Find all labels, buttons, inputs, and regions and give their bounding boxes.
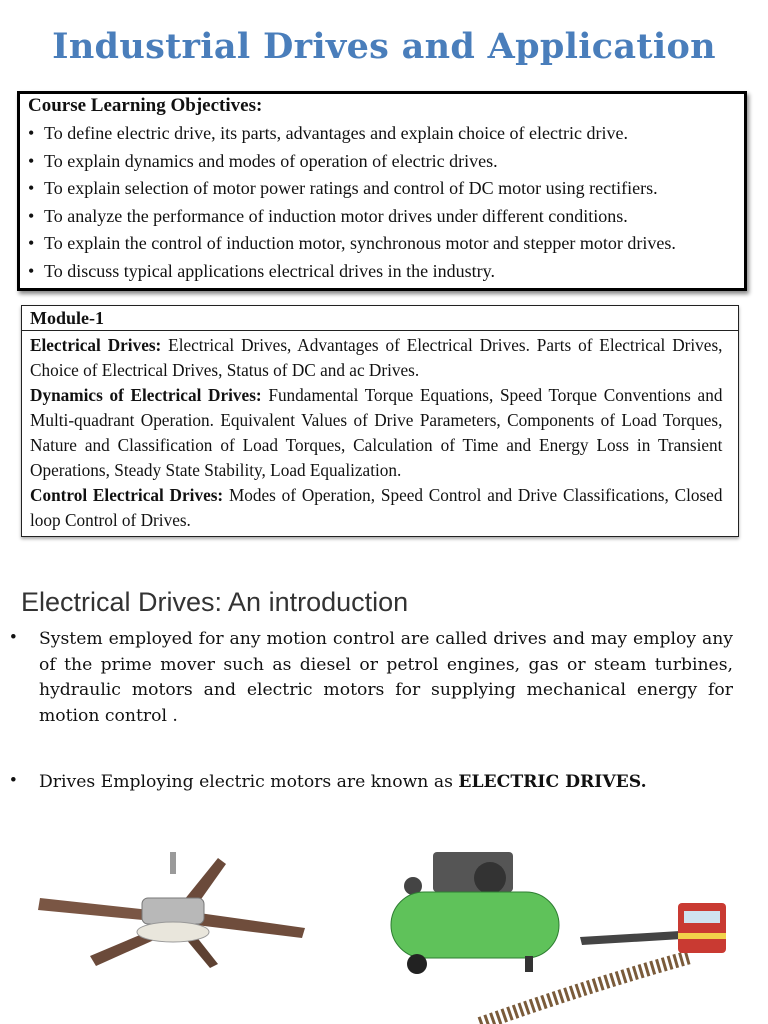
section-label: Electrical Drives: [30,335,162,355]
objective-text: To define electric drive, its parts, advantages and explain choice of electric drive. [44,123,628,143]
bullet: • [10,627,17,648]
intro-heading: Electrical Drives: An introduction [21,587,409,617]
fan-motor-housing [142,898,204,924]
fan-downrod [170,852,176,874]
section-text: Fundamental Torque Equations, Speed Torque Conventions and Multi-quadrant Operation. Equivalent Values of Drive Parameters, Components of Load Torques, Nature and Classification of Load Torques, Calculation of Time and Energy Loss in Transient Operations, Steady State Stability, Load Equalization. [30,385,723,480]
intro-paragraph-1: System employed for any motion control are called drives and may employ any of the prime mover such as diesel or petrol engines, gas or steam turbines, hydraulic motors and electric motors for supplying mechanical energy for motion control . [39,629,733,726]
objectives-heading: Course Learning Objectives: [28,95,263,116]
objective-text: To explain selection of motor power ratings and control of DC motor using rectifiers. [44,178,658,198]
electric-train-image [470,895,730,1024]
objective-item [28,148,676,176]
bullet: • [28,150,35,171]
section-text: Modes of Operation, Speed Control and Drive Classifications, Closed loop Control of Drives. [30,485,723,530]
objective-item [28,120,676,148]
bullet: • [28,260,35,281]
objective-text: To explain the control of induction motor, synchronous motor and stepper motor drives. [44,233,676,253]
fan-light-bowl [137,922,209,942]
train-coaches [580,931,682,945]
section-text: Electrical Drives, Advantages of Electrical Drives. Parts of Electrical Drives, Choice of Electrical Drives, Status of DC and ac Drives. [30,335,723,380]
objective-text: To analyze the performance of induction motor drives under different conditions. [44,205,628,226]
electric-drives-term: ELECTRIC DRIVES. [458,772,647,792]
train-windscreen [684,911,720,923]
objective-item [28,258,676,286]
objective-text: To explain dynamics and modes of operation of electric drives. [44,150,498,171]
compressor-motor [474,862,506,894]
objective-item [28,230,676,258]
bullet: • [28,205,35,226]
course-objectives-box [17,91,747,291]
bullet: • [28,178,35,198]
module-heading: Module-1 [22,306,738,331]
railway-track [480,957,690,1024]
train-stripe [678,933,726,939]
bullet: • [28,123,35,143]
intro-paragraph-2 [39,770,733,796]
bullet: • [28,233,35,253]
compressor-wheel [407,954,427,974]
ceiling-fan-image [30,850,310,970]
module-content [30,333,722,533]
objectives-list [28,120,676,285]
bullet: • [10,770,17,791]
objective-item [28,203,676,231]
objective-item [28,175,676,203]
page-title: Industrial Drives and Application [52,26,716,67]
section-label: Dynamics of Electrical Drives: [30,385,262,405]
section-label: Control Electrical Drives: [30,485,224,505]
module-1-box [21,305,739,537]
para2-prefix: Drives Employing electric motors are known as [39,772,459,792]
train-engine [678,903,726,953]
objective-text: To discuss typical applications electrical drives in the industry. [44,260,495,281]
